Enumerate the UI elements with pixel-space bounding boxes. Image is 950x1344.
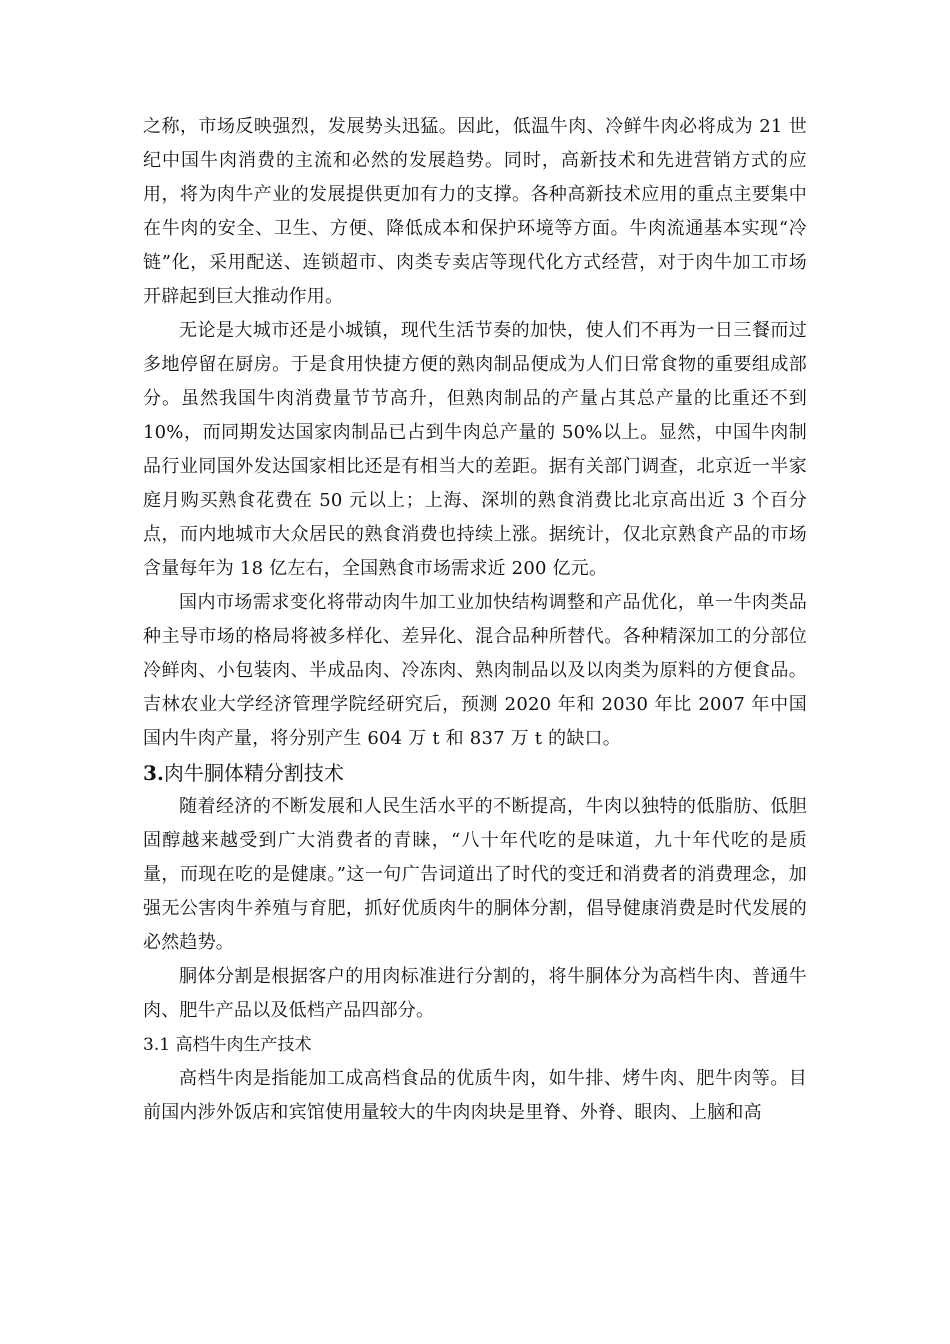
body-paragraph-4: 随着经济的不断发展和人民生活水平的不断提高，牛肉以独特的低脂肪、低胆固醇越来越受到广大消费者的青睐，“八十年代吃的是味道，九十年代吃的是质量，而现在吃的是健康。”这一句广告词道出了时代的变迁和消费者的消费理念，加强无公害肉牛养殖与育肥，抓好优质肉牛的胴体分割，倡导健康消费是时代发展的必然趋势。 — [143, 796, 807, 953]
body-paragraph-5: 胴体分割是根据客户的用肉标准进行分割的，将牛胴体分为高档牛肉、普通牛肉、肥牛产品以及低档产品四部分。 — [143, 966, 807, 1021]
body-paragraph-2: 无论是大城市还是小城镇，现代生活节奏的加快，使人们不再为一日三餐而过多地停留在厨房。于是食用快捷方便的熟肉制品便成为人们日常食物的重要组成部分。虽然我国牛肉消费量节节高升，但熟肉制品的产量占其总产量的比重还不到 10%，而同期发达国家肉制品已占到牛肉总产量的 50%以上。显然，中国牛肉制品行业同国外发达国家相比还是有相当大的差距。据有关部门调查，北京近一半家庭月购买熟食花费在 50 元以上；上海、深圳的熟食消费比北京高出近 3 个百分点，而内地城市大众居民的熟食消费也持续上涨。据统计，仅北京熟食产品的市场含量每年为 18 亿左右，全国熟食市场需求近 200 亿元。 — [143, 320, 807, 579]
document-page — [143, 110, 807, 1130]
body-paragraph-3: 国内市场需求变化将带动肉牛加工业加快结构调整和产品优化，单一牛肉类品种主导市场的格局将被多样化、差异化、混合品种所替代。各种精深加工的分部位冷鲜肉、小包装肉、半成品肉、冷冻肉、熟肉制品以及以肉类为原料的方便食品。吉林农业大学经济管理学院经研究后，预测 2020 年和 2030 年比 2007 年中国国内牛肉产量，将分别产生 604 万 t 和 837 万 t 的缺口。 — [143, 592, 807, 749]
body-paragraph-1: 之称，市场反映强烈，发展势头迅猛。因此，低温牛肉、冷鲜牛肉必将成为 21 世纪中国牛肉消费的主流和必然的发展趋势。同时，高新技术和先进营销方式的应用，将为肉牛产业的发展提供更加有力的支撑。各种高新技术应用的重点主要集中在牛肉的安全、卫生、方便、降低成本和保护环境等方面。牛肉流通基本实现“冷链”化，采用配送、连锁超市、肉类专卖店等现代化方式经营，对于肉牛加工市场开辟起到巨大推动作用。 — [143, 116, 807, 307]
section-title: 肉牛胴体精分割技术 — [163, 761, 344, 785]
section-heading-3 — [143, 756, 807, 790]
section-number: 3. — [143, 761, 164, 785]
subsection-heading-3-1: 3.1 高档牛肉生产技术 — [143, 1035, 312, 1055]
body-paragraph-6: 高档牛肉是指能加工成高档食品的优质牛肉，如牛排、烤牛肉、肥牛肉等。目前国内涉外饭店和宾馆使用量较大的牛肉肉块是里脊、外脊、眼肉、上脑和高 — [143, 1068, 807, 1123]
